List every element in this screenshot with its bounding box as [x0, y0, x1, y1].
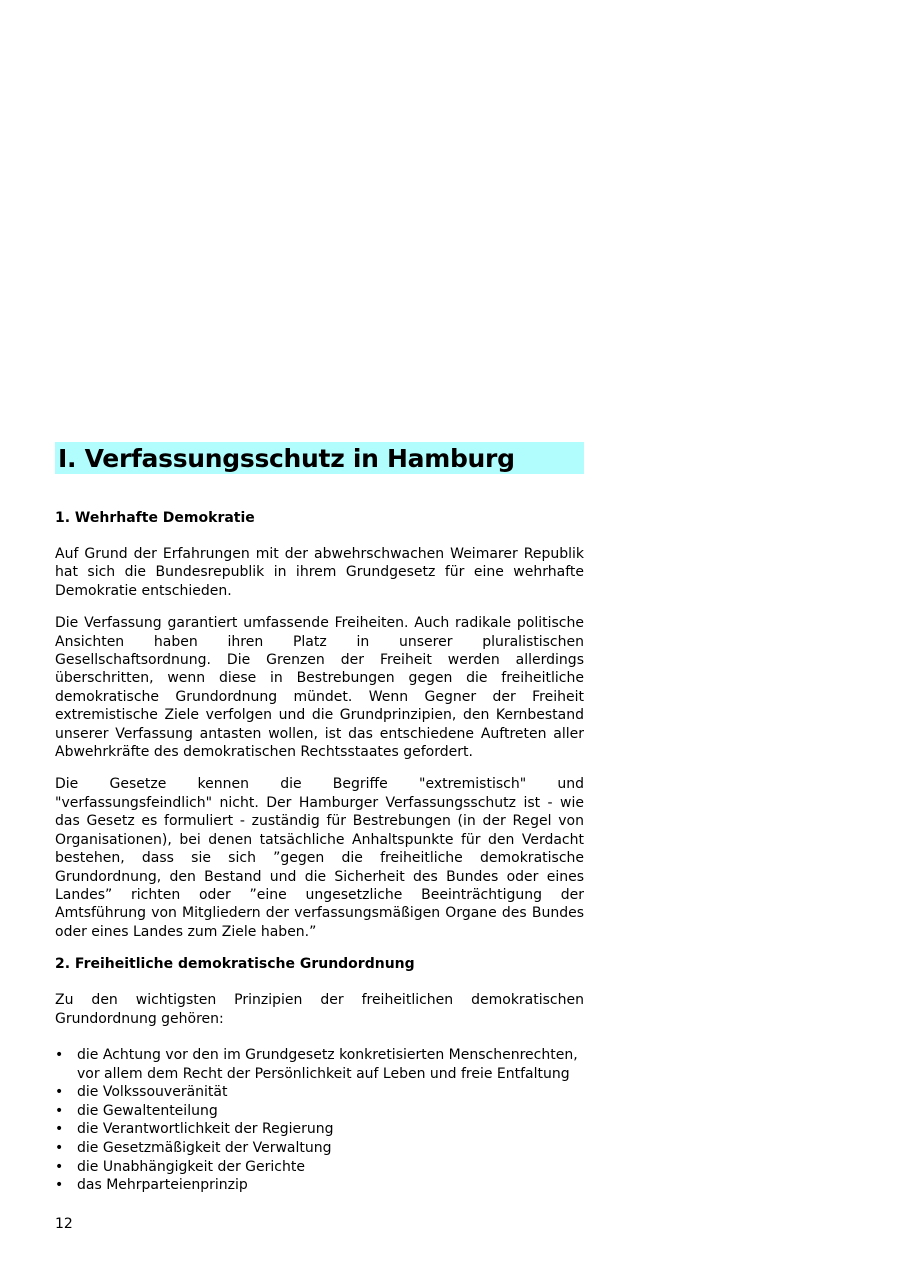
bullet-icon: •: [55, 1102, 64, 1119]
chapter-title: I. Verfassungsschutz in Hamburg: [55, 442, 584, 474]
paragraph: Die Gesetze kennen die Begriffe "extremistisch" und "verfassungsfeindlich" nicht. Der Hamburger Verfassungsschutz ist - wie das Gesetz es formuliert - zuständig für Bestrebungen (in der Regel von Organisationen), bei denen tatsächliche Anhaltspunkte für den Verdacht bestehen, dass sie sich ”gegen die freiheitliche demokratische Grundordnung, den Bestand und die Sicherheit des Bundes oder eines Landes” richten oder ”eine ungesetzliche Beeinträchtigung der Amtsführung von Mitgliedern der verfassungsmäßigen Organe des Bundes oder eines Landes zum Ziele haben.”: [55, 776, 584, 940]
bullet-icon: •: [55, 1177, 64, 1194]
bullet-icon: •: [55, 1084, 64, 1101]
list-item-text: die Unabhängigkeit der Gerichte: [77, 1158, 305, 1175]
bullet-icon: •: [55, 1139, 64, 1156]
list-item-text: die Verantwortlichkeit der Regierung: [77, 1121, 334, 1138]
list-item: [55, 1139, 584, 1158]
paragraph: Die Verfassung garantiert umfassende Freiheiten. Auch radikale politische Ansichten haben ihren Platz in unserer pluralistischen Gesellschaftsordnung. Die Grenzen der Freiheit werden allerdings überschritten, wenn diese in Bestrebungen gegen die freiheitliche demokratische Grundordnung mündet. Wenn Gegner der Freiheit extremistische Ziele verfolgen und die Grundprinzipien, den Kernbestand unserer Verfassung antasten wollen, ist das entschiedene Auftreten aller Abwehrkräfte des demokratischen Rechtsstaates gefordert.: [55, 615, 584, 761]
list-item: [55, 1158, 584, 1177]
list-item: [55, 1083, 584, 1102]
list-item-text: die Volkssouveränität: [77, 1084, 228, 1101]
list-item: [55, 1176, 584, 1195]
list-item: [55, 1046, 584, 1083]
list-item: [55, 1120, 584, 1139]
page-number: 12: [55, 1216, 73, 1232]
list-item: [55, 1102, 584, 1121]
section-heading-wehrhafte-demokratie: 1. Wehrhafte Demokratie: [55, 510, 255, 526]
bullet-icon: •: [55, 1046, 64, 1063]
paragraph-intro: Zu den wichtigsten Prinzipien der freiheitlichen demokratischen Grundordnung gehören:: [55, 992, 584, 1027]
page-content: [55, 442, 584, 1195]
bullet-icon: •: [55, 1121, 64, 1138]
bullet-icon: •: [55, 1158, 64, 1175]
section-heading-grundordnung: 2. Freiheitliche demokratische Grundordnung: [55, 956, 415, 973]
list-item-text: die Gewaltenteilung: [77, 1102, 218, 1119]
list-item-text: die Gesetzmäßigkeit der Verwaltung: [77, 1139, 332, 1156]
paragraph: Auf Grund der Erfahrungen mit der abwehrschwachen Weimarer Republik hat sich die Bundesrepublik in ihrem Grundgesetz für eine wehrhafte Demokratie entschieden.: [55, 546, 584, 599]
list-item-text: das Mehrparteienprinzip: [77, 1177, 248, 1194]
list-item-text: die Achtung vor den im Grundgesetz konkretisierten Menschenrechten, vor allem dem Recht der Persönlichkeit auf Leben und freie Entfaltung: [77, 1046, 578, 1082]
principles-list: [55, 1046, 584, 1195]
